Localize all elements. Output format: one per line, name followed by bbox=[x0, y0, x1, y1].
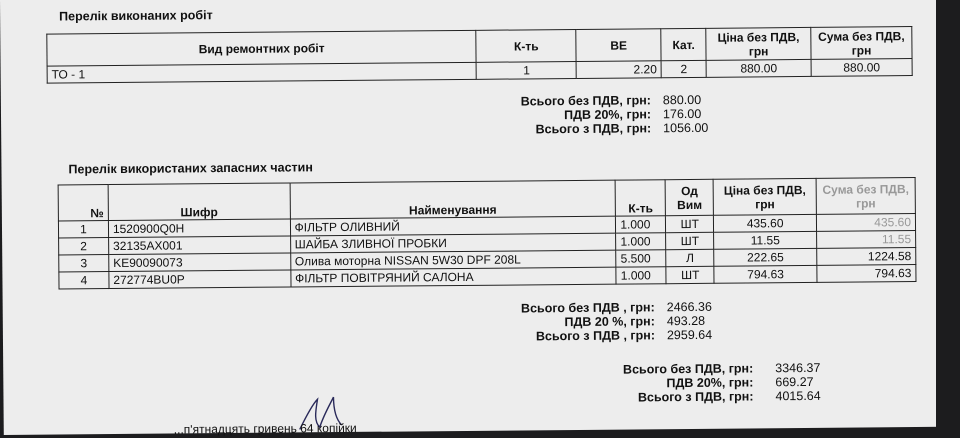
parts-table bbox=[58, 177, 917, 289]
work-section-title: Перелік виконаних робіт bbox=[59, 8, 213, 24]
grand-vat-value: 669.27 bbox=[775, 374, 814, 390]
parts-cell-sum: 11.55 bbox=[817, 231, 916, 249]
parts-cell-code: 1520900Q0H bbox=[108, 219, 290, 238]
work-header-qty: К-ть bbox=[476, 29, 576, 62]
parts-section-title: Перелік використаних запасних частин bbox=[68, 160, 313, 177]
parts-vat-value: 493.28 bbox=[666, 313, 706, 329]
amount-in-words: ...п'ятнадцять гривень 64 копійки bbox=[173, 420, 357, 437]
parts-header-sum: Сума без ПДВ, грн bbox=[816, 178, 915, 215]
work-cell-qty: 1 bbox=[477, 61, 577, 79]
grand-total-label: Всього без ПДВ, грн: bbox=[622, 361, 754, 377]
work-cell-price: 880.00 bbox=[706, 59, 811, 77]
parts-cell-price: 11.55 bbox=[714, 231, 817, 249]
parts-cell-unit: Л bbox=[666, 249, 714, 266]
work-header-ve: ВЕ bbox=[576, 29, 661, 62]
parts-totals bbox=[483, 300, 713, 344]
work-vat-value: 176.00 bbox=[662, 106, 702, 122]
parts-cell-no: 2 bbox=[59, 238, 109, 255]
parts-cell-no: 4 bbox=[59, 272, 109, 289]
work-total-vat-label: Всього з ПДВ, грн: bbox=[535, 121, 652, 137]
parts-cell-qty: 1.000 bbox=[616, 216, 666, 233]
parts-header-code: Шифр bbox=[108, 183, 290, 221]
parts-cell-name: ФІЛЬТР ОЛИВНИЙ bbox=[290, 216, 616, 236]
parts-cell-no: 3 bbox=[59, 255, 109, 272]
parts-cell-code: 32135AX001 bbox=[108, 236, 290, 255]
work-table bbox=[46, 26, 912, 84]
parts-cell-qty: 5.500 bbox=[616, 250, 666, 267]
grand-total-value: 3346.37 bbox=[775, 360, 821, 376]
parts-cell-unit: ШТ bbox=[666, 215, 714, 232]
parts-cell-price: 222.65 bbox=[714, 248, 817, 266]
parts-header-price: Ціна без ПДВ, грн bbox=[713, 178, 816, 215]
parts-cell-code: KE90090073 bbox=[109, 253, 291, 272]
work-total-value: 880.00 bbox=[662, 92, 702, 108]
parts-cell-qty: 1.000 bbox=[616, 233, 666, 250]
parts-cell-name: ФІЛЬТР ПОВІТРЯНИЙ САЛОНА bbox=[290, 267, 616, 287]
parts-cell-name: ШАЙБА ЗЛИВНОЇ ПРОБКИ bbox=[290, 233, 616, 253]
parts-cell-sum: 435.60 bbox=[816, 214, 915, 232]
parts-total-label: Всього без ПДВ , грн: bbox=[520, 300, 655, 316]
work-header-sum: Сума без ПДВ, грн bbox=[811, 27, 912, 60]
parts-vat-label: ПДВ 20 %, грн: bbox=[564, 314, 655, 330]
parts-cell-qty: 1.000 bbox=[616, 267, 666, 284]
grand-total-vat-label: Всього з ПДВ, грн: bbox=[637, 389, 754, 405]
parts-header-unit: Од Вим bbox=[665, 179, 713, 215]
parts-cell-unit: ШТ bbox=[666, 266, 714, 283]
work-totals bbox=[491, 93, 709, 137]
parts-cell-sum: 794.63 bbox=[817, 265, 916, 283]
parts-total-vat-label: Всього з ПДВ , грн: bbox=[535, 328, 656, 344]
grand-total-vat-value: 4015.64 bbox=[775, 388, 821, 404]
work-total-label: Всього без ПДВ, грн: bbox=[520, 93, 651, 109]
parts-cell-unit: ШТ bbox=[666, 232, 714, 249]
parts-total-vat-value: 2959.64 bbox=[666, 327, 713, 343]
work-cell-sum: 880.00 bbox=[811, 59, 912, 77]
parts-header-no: № bbox=[58, 185, 108, 221]
work-cell-ve: 2.20 bbox=[576, 61, 661, 79]
parts-cell-sum: 1224.58 bbox=[817, 248, 916, 266]
work-total-vat-value: 1056.00 bbox=[663, 120, 709, 136]
parts-cell-code: 272774BU0P bbox=[109, 270, 291, 289]
parts-total-value: 2466.36 bbox=[666, 299, 712, 315]
grand-vat-label: ПДВ 20%, грн: bbox=[666, 375, 754, 391]
parts-header-qty: К-ть bbox=[615, 180, 665, 216]
background-edge bbox=[936, 0, 960, 435]
work-cell-cat: 2 bbox=[661, 60, 706, 77]
parts-cell-price: 435.60 bbox=[714, 214, 817, 232]
work-header-cat: Кат. bbox=[661, 28, 706, 60]
work-vat-label: ПДВ 20%, грн: bbox=[564, 107, 652, 123]
work-cell-type: ТО - 1 bbox=[47, 62, 477, 83]
work-header-type: Вид ремонтних робіт bbox=[47, 30, 477, 66]
work-header-price: Ціна без ПДВ, грн bbox=[706, 27, 811, 60]
parts-header-name: Найменування bbox=[290, 180, 616, 219]
parts-cell-name: Олива моторна NISSAN 5W30 DPF 208L bbox=[290, 250, 616, 270]
parts-cell-no: 1 bbox=[58, 221, 108, 238]
parts-cell-price: 794.63 bbox=[714, 265, 817, 283]
grand-totals bbox=[583, 361, 821, 405]
